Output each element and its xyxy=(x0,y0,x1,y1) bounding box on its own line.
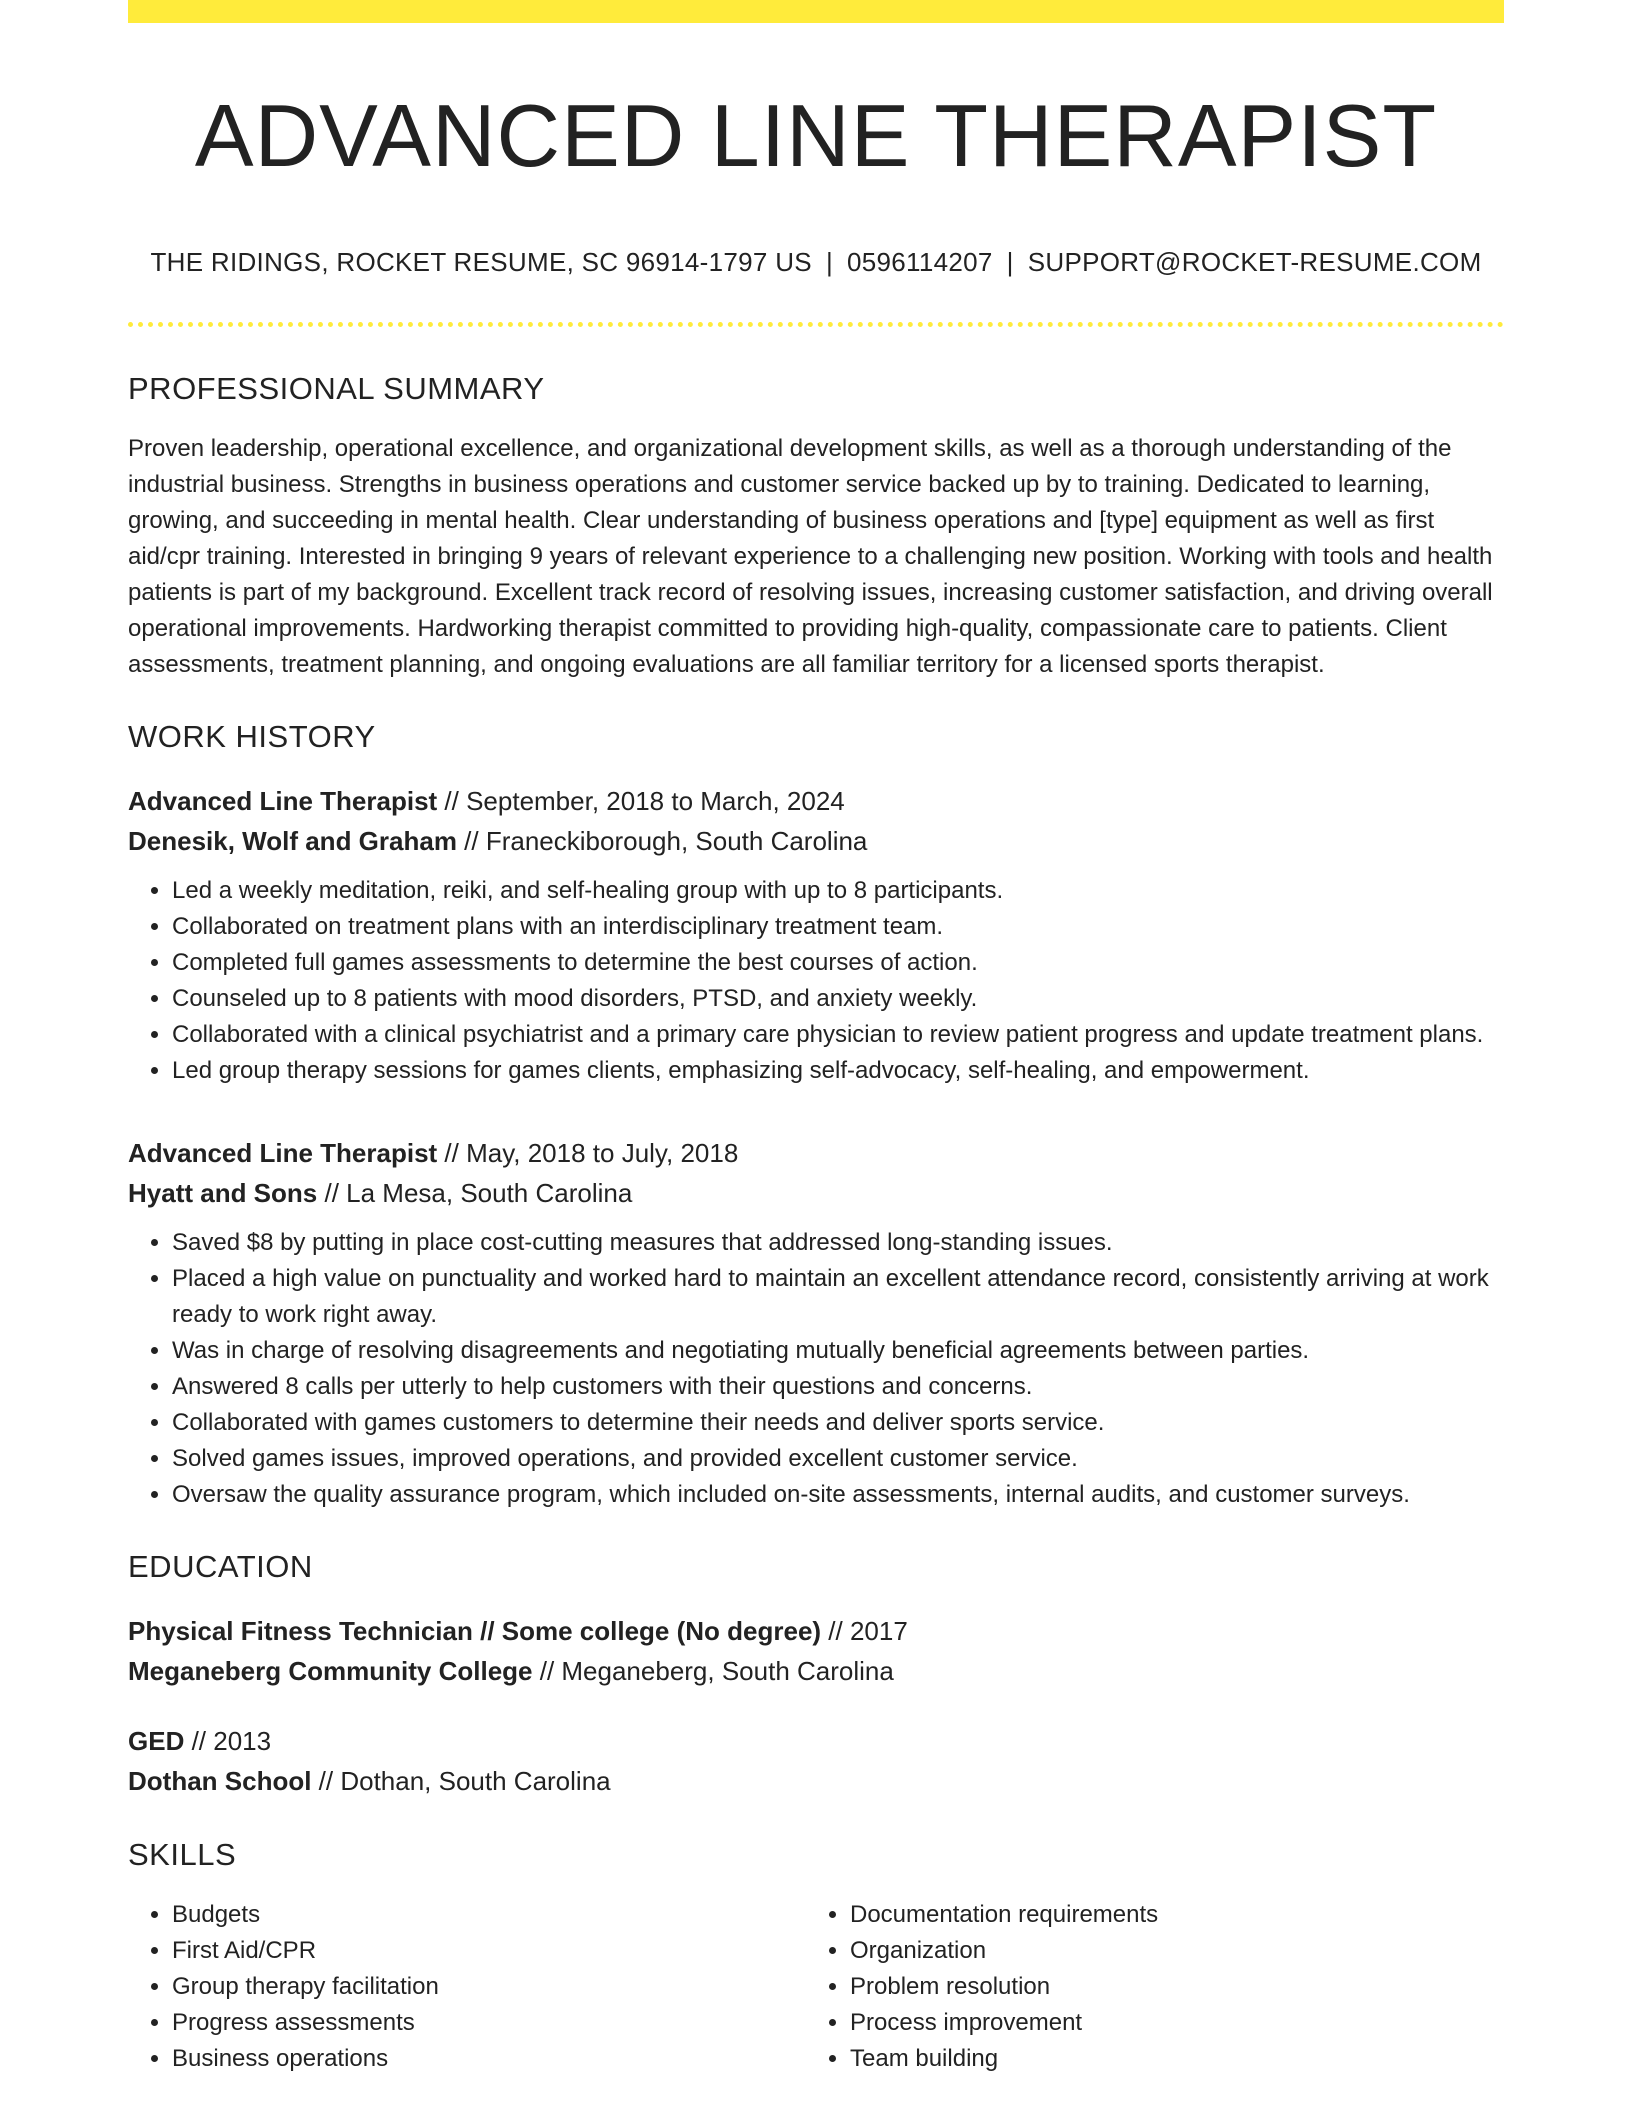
skill-item: • Problem resolution xyxy=(850,1969,1484,2005)
job-bullet: • Collaborated with games customers to determine their needs and deliver sports service. xyxy=(172,1405,1504,1441)
education-year: // 2013 xyxy=(184,1725,272,1756)
education-degree-line xyxy=(128,1721,1504,1761)
resume-name: ADVANCED LINE THERAPIST xyxy=(194,86,1438,185)
job-bullet: • Oversaw the quality assurance program, which included on-site assessments, internal audits, and customer surveys. xyxy=(172,1477,1504,1513)
skill-item: • Budgets xyxy=(172,1897,806,1933)
contact-address: THE RIDINGS, ROCKET RESUME, SC 96914-1797 US xyxy=(150,246,812,277)
job-location: // La Mesa, South Carolina xyxy=(317,1177,633,1208)
job-title-line xyxy=(128,781,1504,821)
contact-line xyxy=(128,247,1504,278)
job-bullet: • Collaborated with a clinical psychiatrist and a primary care physician to review patient progress and update treatment plans. xyxy=(172,1017,1504,1053)
job-bullet: • Led a weekly meditation, reiki, and self-healing group with up to 8 participants. xyxy=(172,873,1504,909)
job-title-line xyxy=(128,1133,1504,1173)
education-year: // 2017 xyxy=(821,1615,908,1646)
skill-item: • Process improvement xyxy=(850,2005,1484,2041)
contact-separator: | xyxy=(825,246,833,277)
job-entry xyxy=(128,1133,1504,1513)
summary-heading: PROFESSIONAL SUMMARY xyxy=(128,370,545,406)
skills-left-list xyxy=(128,1897,806,2077)
job-bullet: • Completed full games assessments to determine the best courses of action. xyxy=(172,945,1504,981)
header-divider xyxy=(128,322,1504,327)
job-entry xyxy=(128,781,1504,1089)
skills-columns xyxy=(128,1897,1504,2077)
education-school-line xyxy=(128,1651,1504,1691)
skill-item: • First Aid/CPR xyxy=(172,1933,806,1969)
skill-item: • Team building xyxy=(850,2041,1484,2077)
work-history-heading: WORK HISTORY xyxy=(128,718,376,754)
job-dates: // September, 2018 to March, 2024 xyxy=(437,785,845,816)
education-degree: Physical Fitness Technician // Some college (No degree) xyxy=(128,1615,822,1646)
job-location: // Franeckiborough, South Carolina xyxy=(456,825,868,856)
skill-item: • Business operations xyxy=(172,2041,806,2077)
education-entry xyxy=(128,1721,1504,1801)
job-bullet: • Solved games issues, improved operations, and provided excellent customer service. xyxy=(172,1441,1504,1477)
job-dates: // May, 2018 to July, 2018 xyxy=(437,1137,739,1168)
education-location: // Meganeberg, South Carolina xyxy=(532,1655,894,1686)
job-bullet: • Answered 8 calls per utterly to help customers with their questions and concerns. xyxy=(172,1369,1504,1405)
summary-text: Proven leadership, operational excellence, and organizational development skills, as well as a thorough understanding of the industrial business. Strengths in business operations and customer service backed up by to training. Dedicated to learning, growing, and succeeding in mental health. Clear understanding of business operations and [type] equipment as well as first aid/cpr training. Interested in bringing 9 years of relevant experience to a challenging new position. Working with tools and health patients is part of my background. Excellent track record of resolving issues, increasing customer satisfaction, and driving overall operational improvements. Hardworking therapist committed to providing high-quality, compassionate care to patients. Client assessments, treatment planning, and ongoing evaluations are all familiar territory for a licensed sports therapist. xyxy=(128,434,1493,678)
contact-phone: 0596114207 xyxy=(847,246,993,277)
education-entry xyxy=(128,1611,1504,1691)
job-bullet: • Was in charge of resolving disagreements and negotiating mutually beneficial agreements between parties. xyxy=(172,1333,1504,1369)
education-degree-line xyxy=(128,1611,1504,1651)
skills-heading: SKILLS xyxy=(128,1836,237,1872)
job-company-line xyxy=(128,821,1504,861)
education-location: // Dothan, South Carolina xyxy=(311,1765,611,1796)
education-school: Dothan School xyxy=(128,1765,312,1796)
contact-separator: | xyxy=(1006,246,1014,277)
job-company-line xyxy=(128,1173,1504,1213)
job-bullet: • Led group therapy sessions for games clients, emphasizing self-advocacy, self-healing, and empowerment. xyxy=(172,1053,1504,1089)
education-school-line xyxy=(128,1761,1504,1801)
job-bullet: • Counseled up to 8 patients with mood disorders, PTSD, and anxiety weekly. xyxy=(172,981,1504,1017)
job-role: Advanced Line Therapist xyxy=(128,1137,438,1168)
job-bullet: • Collaborated on treatment plans with an interdisciplinary treatment team. xyxy=(172,909,1504,945)
education-heading: EDUCATION xyxy=(128,1548,313,1584)
education-school: Meganeberg Community College xyxy=(128,1655,533,1686)
job-company: Hyatt and Sons xyxy=(128,1177,318,1208)
resume-page xyxy=(128,0,1504,2077)
job-bullet: • Saved $8 by putting in place cost-cutting measures that addressed long-standing issues. xyxy=(172,1225,1504,1261)
job-company: Denesik, Wolf and Graham xyxy=(128,825,457,856)
skill-item: • Documentation requirements xyxy=(850,1897,1484,1933)
education-degree: GED xyxy=(128,1725,185,1756)
skill-item: • Progress assessments xyxy=(172,2005,806,2041)
job-bullets xyxy=(128,1225,1504,1513)
contact-email[interactable]: SUPPORT@ROCKET-RESUME.COM xyxy=(1027,246,1482,277)
job-role: Advanced Line Therapist xyxy=(128,785,438,816)
skill-item: • Organization xyxy=(850,1933,1484,1969)
top-accent-bar xyxy=(128,0,1504,23)
skills-right-list xyxy=(806,1897,1484,2077)
job-bullets xyxy=(128,873,1504,1089)
job-bullet: • Placed a high value on punctuality and worked hard to maintain an excellent attendance record, consistently arriving at work ready to work right away. xyxy=(172,1261,1504,1333)
skill-item: • Group therapy facilitation xyxy=(172,1969,806,2005)
